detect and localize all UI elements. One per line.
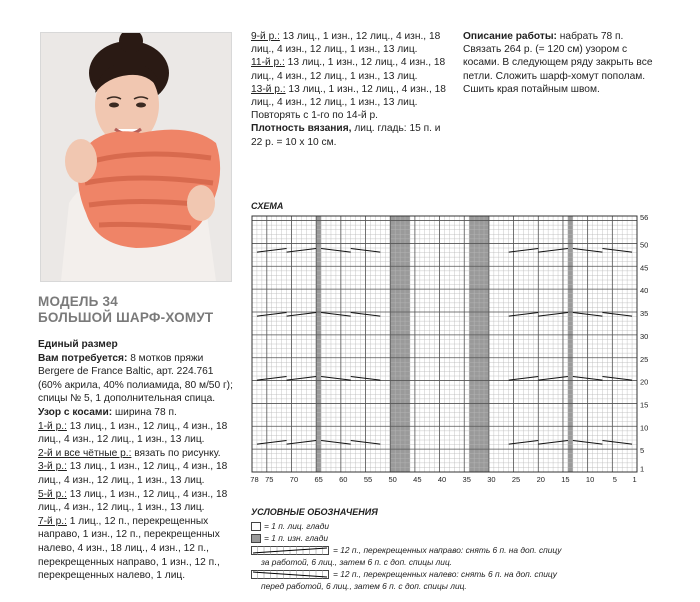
x-tick-label: 5 <box>612 475 617 484</box>
pattern-text: ширина 78 п. <box>114 406 177 418</box>
x-tick-label: 15 <box>561 475 570 484</box>
row5-label: 5-й р.: <box>38 488 67 500</box>
row13-text: 13 лиц., 1 изн., 12 лиц., 4 изн., 18 лиц., 4 изн., 12 лиц., 1 изн., 13 лиц. <box>251 83 446 109</box>
x-tick-label: 30 <box>487 475 496 484</box>
legend-cross-left-2: перед работой, 6 лиц., затем 6 п. с доп. спицы лиц. <box>261 581 467 591</box>
x-tick-label: 55 <box>363 475 373 484</box>
materials-text: 8 мотков пряжи Bergere de France Baltic, арт. 224.761 (60% акрила, 40% полиамида, 80 м/50 г); спицы № 5, 1 дополнительная спица. <box>38 352 233 405</box>
model-title <box>38 294 248 326</box>
work-description <box>463 30 663 96</box>
woman-with-scarf-image <box>41 33 231 281</box>
x-tick-label: 35 <box>462 475 471 484</box>
model-name: БОЛЬШОЙ ШАРФ-ХОМУТ <box>38 310 214 325</box>
y-tick-label: 56 <box>640 213 649 223</box>
row7-text: 1 лиц., 12 п., перекрещенных направо, 1 изн., 12 п., перекрещенных налево, 4 изн., 18 лиц., 4 изн., 12 п., перекрещенных направо, 1 изн., 12 п., перекрещенных налево, 1 лиц. <box>38 515 220 582</box>
x-tick-label: 60 <box>339 475 348 484</box>
knitting-chart <box>248 212 663 494</box>
description-label: Описание работы: <box>463 31 557 42</box>
x-tick-label: 65 <box>314 475 323 484</box>
x-tick-label: 25 <box>511 475 521 484</box>
legend-cross-right-2: за работой, 6 лиц., затем 6 п. с доп. спицы лиц. <box>261 557 453 567</box>
y-tick-label: 5 <box>640 446 645 456</box>
row3-text: 13 лиц., 1 изн., 12 лиц., 4 изн., 18 лиц., 4 изн., 12 лиц., 1 изн., 13 лиц. <box>38 461 228 486</box>
description-text: набрать 78 п. Связать 264 р. (= 120 см) узором с косами. В следующем ряду закрыть все петли. Сложить шарф-хомут пополам. Сшить края потайным швом. <box>463 31 653 95</box>
row2-text: вязать по рисунку. <box>134 447 221 459</box>
x-tick-label: 75 <box>265 475 274 484</box>
row5-text: 13 лиц., 1 изн., 12 лиц., 4 изн., 18 лиц., 4 изн., 12 лиц., 1 изн., 13 лиц. <box>38 488 228 514</box>
y-tick-label: 50 <box>640 240 649 250</box>
y-tick-label: 25 <box>640 354 649 364</box>
row1-text: 13 лиц., 1 изн., 12 лиц., 4 изн., 18 лиц., 4 изн., 12 лиц., 1 изн., 13 лиц. <box>38 420 228 446</box>
density-label: Плотность вязания, <box>251 123 352 135</box>
y-tick-label: 30 <box>640 331 649 341</box>
legend-purl: = 1 п. изн. глади <box>264 533 328 543</box>
row9-text: 13 лиц., 1 изн., 12 лиц., 4 изн., 18 лиц., 4 изн., 12 лиц., 1 изн., 13 лиц. <box>251 31 441 56</box>
x-tick-label: 70 <box>289 475 299 484</box>
y-tick-label: 15 <box>640 400 649 410</box>
x-tick-label: 78 <box>250 475 259 484</box>
legend-knit: = 1 п. лиц. глади <box>264 521 329 531</box>
legend-cross-right-1: = 12 п., перекрещенных направо: снять 6 п. на доп. спицу <box>333 545 562 555</box>
row9-label: 9-й р.: <box>251 31 280 42</box>
cross-right-symbol <box>251 546 329 555</box>
y-tick-label: 10 <box>640 423 649 433</box>
y-tick-label: 1 <box>640 464 645 474</box>
row3-label: 3-й р.: <box>38 461 67 473</box>
row13-label: 13-й р.: <box>251 83 286 95</box>
materials-label: Вам потребуется: <box>38 352 128 364</box>
x-tick-label: 40 <box>437 475 447 484</box>
legend-cross-left-1: = 12 п., перекрещенных налево: снять 6 п. на доп. спицу <box>333 569 557 579</box>
legend <box>251 521 691 593</box>
pattern-label: Узор с косами: <box>38 406 113 418</box>
density-text: лиц. гладь: 15 п. и 22 р. = 10 х 10 см. <box>251 123 441 148</box>
purl-symbol <box>251 534 261 543</box>
repeat-text: Повторять с 1-го по 14-й р. <box>251 110 378 122</box>
left-instructions <box>38 338 238 583</box>
row11-label: 11-й р.: <box>251 57 285 69</box>
knit-symbol <box>251 522 261 531</box>
y-tick-label: 40 <box>640 286 649 296</box>
x-tick-label: 45 <box>413 475 422 484</box>
x-tick-label: 20 <box>536 475 545 484</box>
row2-label: 2-й и все чётные р.: <box>38 447 132 459</box>
cross-left-symbol <box>251 570 329 579</box>
row1-label: 1-й р.: <box>38 420 67 432</box>
row7-label: 7-й р.: <box>38 515 67 527</box>
x-tick-label: 10 <box>585 475 595 484</box>
x-tick-label: 1 <box>632 475 637 484</box>
y-tick-label: 45 <box>640 263 649 273</box>
row11-text: 13 лиц., 1 изн., 12 лиц., 4 изн., 18 лиц., 4 изн., 12 лиц., 1 изн., 13 лиц. <box>251 57 446 82</box>
size-label: Единый размер <box>38 339 118 350</box>
x-tick-label: 50 <box>388 475 397 484</box>
y-tick-label: 20 <box>640 377 649 387</box>
legend-title: УСЛОВНЫЕ ОБОЗНАЧЕНИЯ <box>251 507 378 517</box>
y-tick-label: 35 <box>640 309 649 319</box>
middle-instructions <box>251 30 451 149</box>
model-number: МОДЕЛЬ 34 <box>38 294 118 309</box>
chart-title: СХЕМА <box>251 201 284 211</box>
model-photo <box>40 32 232 282</box>
